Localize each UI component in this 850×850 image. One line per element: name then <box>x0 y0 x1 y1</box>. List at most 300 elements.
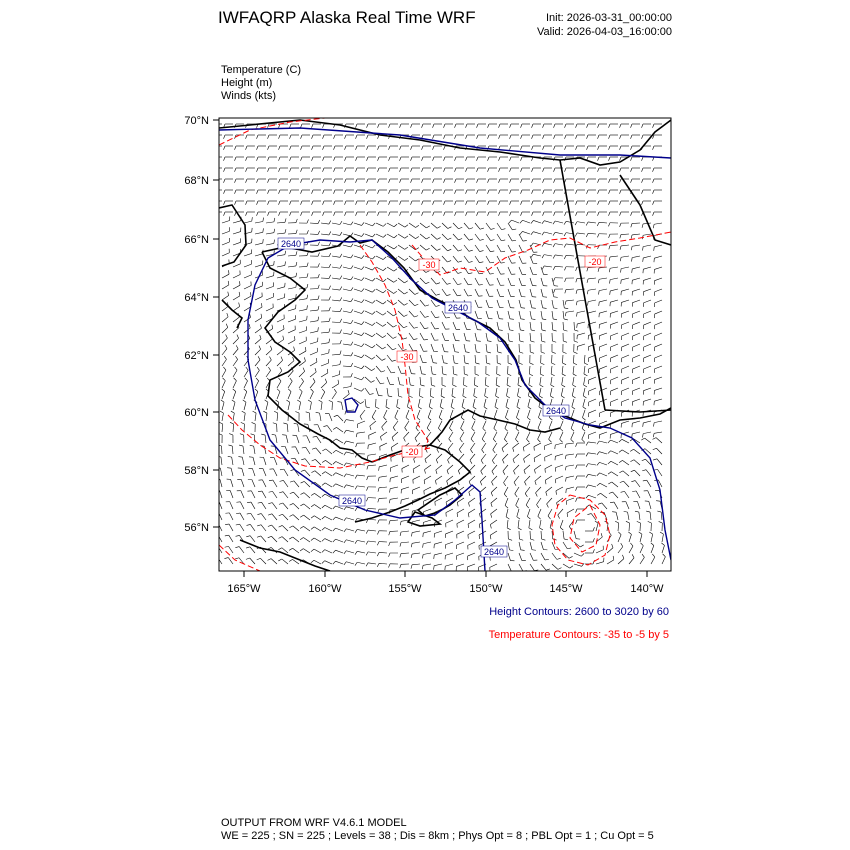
wind-barb-flag <box>506 517 509 519</box>
wind-barb-flag <box>380 383 384 384</box>
wind-barb <box>354 388 361 391</box>
wind-barb <box>365 388 370 395</box>
wind-barb <box>409 377 410 385</box>
wind-barb-flag <box>218 445 222 446</box>
wind-barb <box>354 333 362 336</box>
wind-barb <box>523 443 530 447</box>
wind-barb-flag <box>609 280 610 284</box>
wind-barb <box>583 399 585 407</box>
wind-barb <box>563 542 567 549</box>
wind-barb-flag <box>447 481 448 485</box>
wind-barb-flag <box>356 201 357 205</box>
wind-barb-flag <box>250 445 254 446</box>
wind-barb-flag <box>268 536 272 538</box>
wind-barb-flag <box>351 266 353 269</box>
wind-barb-flag <box>586 464 588 467</box>
wind-barb-flag <box>279 201 280 205</box>
wind-barb-flag <box>576 290 577 294</box>
wind-barb-flag <box>492 460 494 463</box>
wind-barb-flag <box>351 352 353 356</box>
wind-barb-flag <box>631 224 632 228</box>
wind-barb <box>365 355 372 359</box>
wind-barb <box>357 540 365 542</box>
wind-barb <box>525 487 530 493</box>
wind-barb-flag <box>323 190 324 194</box>
wind-barb <box>318 425 321 432</box>
wind-barb <box>310 331 318 333</box>
wind-barb-flag <box>405 428 407 431</box>
wind-barb <box>492 465 497 471</box>
wind-barb <box>616 512 618 520</box>
wind-barb <box>588 278 596 279</box>
wind-barb <box>571 421 574 428</box>
wind-barb-flag <box>463 396 466 398</box>
wind-barb-flag <box>307 219 309 223</box>
wind-barb-flag <box>340 308 342 312</box>
wind-barb <box>600 421 607 424</box>
wind-barb <box>552 300 553 308</box>
wind-barb-flag <box>392 360 396 361</box>
wind-barb <box>654 388 662 390</box>
wind-barb-flag <box>649 532 652 534</box>
wind-barb <box>429 399 431 407</box>
wind-barb-flag <box>505 418 508 421</box>
wind-barb <box>299 330 307 333</box>
wind-barb-flag <box>490 525 491 529</box>
wind-barb <box>534 454 541 458</box>
wind-barb-flag <box>491 514 492 518</box>
wind-barb <box>255 339 261 344</box>
wind-barb-flag <box>257 190 258 194</box>
wind-barb-flag <box>257 179 258 183</box>
wind-barb <box>551 366 552 374</box>
wind-barb-flag <box>505 505 508 508</box>
wind-barb <box>250 536 255 542</box>
wind-barb-flag <box>631 258 632 262</box>
wind-barb-flag <box>351 320 353 323</box>
wind-barb <box>562 355 563 363</box>
wind-barb-flag <box>410 385 414 386</box>
wind-barb-flag <box>429 407 432 409</box>
wind-barb <box>288 381 292 388</box>
wind-barb <box>640 557 644 564</box>
wind-barb-flag <box>567 513 568 517</box>
wind-barb <box>343 322 351 324</box>
wind-barb <box>644 322 651 325</box>
wind-barb-flag <box>506 407 509 409</box>
wind-barb-flag <box>539 407 542 409</box>
wind-barb <box>261 514 266 520</box>
wind-barb <box>442 333 445 340</box>
wind-barb-flag <box>564 539 568 540</box>
wind-barb-flag <box>512 240 516 241</box>
wind-barb <box>464 234 469 240</box>
wind-barb <box>517 509 519 517</box>
wind-barb <box>577 233 585 234</box>
wind-barb <box>574 564 582 566</box>
wind-barb-flag <box>587 124 588 128</box>
wind-barb-flag <box>344 441 346 444</box>
wind-barb-flag <box>377 531 379 535</box>
wind-barb-flag <box>426 237 429 239</box>
wind-barb <box>273 469 277 476</box>
wind-barb-flag <box>587 514 591 515</box>
wind-barb-flag <box>488 190 489 194</box>
wind-barb-flag <box>351 383 352 387</box>
wind-barb-flag <box>263 218 264 222</box>
wind-barb <box>622 460 629 465</box>
wind-barb-flag <box>615 521 619 523</box>
wind-barb <box>425 454 431 459</box>
wind-barb <box>490 531 497 535</box>
lat-label: 66°N <box>184 234 209 246</box>
wind-barb <box>250 524 255 531</box>
wind-barb-flag <box>413 469 414 473</box>
wind-barb <box>506 509 508 517</box>
wind-barb-flag <box>530 352 534 353</box>
wind-barb-flag <box>663 554 666 557</box>
wind-barb-flag <box>213 146 214 150</box>
wind-barb-flag <box>318 296 319 300</box>
wind-barb-flag <box>542 341 546 342</box>
wind-barb <box>519 289 521 297</box>
wind-barb <box>379 487 387 488</box>
temperature-label: -20 <box>588 257 602 267</box>
wind-barb-flag <box>458 284 462 285</box>
wind-barb-flag <box>400 157 401 161</box>
wind-barb-flag <box>229 434 233 435</box>
wind-barb-flag <box>290 212 291 216</box>
wind-barb <box>439 410 442 417</box>
wind-barb <box>299 392 302 399</box>
wind-barb-flag <box>367 168 368 172</box>
wind-barb-flag <box>642 157 643 161</box>
wind-barb-flag <box>597 222 599 226</box>
wind-barb-flag <box>480 482 482 486</box>
wind-barb <box>387 223 394 227</box>
wind-barb <box>445 542 453 545</box>
wind-barb-flag <box>290 492 294 493</box>
wind-barb <box>547 498 552 504</box>
wind-barb-flag <box>422 555 423 559</box>
wind-barb <box>357 529 365 531</box>
wind-barb <box>417 410 420 417</box>
wind-barb-flag <box>455 212 456 216</box>
wind-barb <box>320 413 321 421</box>
wind-barb-flag <box>216 467 220 468</box>
wind-barb <box>310 342 318 344</box>
wind-barb-flag <box>422 146 423 150</box>
wind-barb-flag <box>504 439 507 442</box>
wind-barb-flag <box>329 275 331 279</box>
wind-barb <box>420 278 426 284</box>
wind-barb <box>254 435 255 443</box>
wind-barb-flag <box>437 226 441 228</box>
wind-barb-flag <box>554 135 555 139</box>
wind-barb-flag <box>536 505 538 508</box>
wind-barb <box>431 344 434 351</box>
wind-barb-flag <box>389 157 390 161</box>
wind-barb-flag <box>398 396 402 397</box>
wind-barb-flag <box>279 514 283 516</box>
wind-barb-flag <box>642 179 643 183</box>
wind-barb <box>486 245 490 252</box>
wind-barb <box>655 289 662 292</box>
wind-barb-flag <box>407 407 410 409</box>
wind-barb-flag <box>506 396 509 398</box>
wind-barb <box>527 410 530 418</box>
wind-barb <box>332 234 340 235</box>
wind-barb <box>656 438 662 443</box>
wind-barb <box>299 277 307 278</box>
wind-barb-flag <box>372 312 375 315</box>
wind-barb-flag <box>479 262 483 263</box>
wind-barb-flag <box>515 439 518 442</box>
wind-barb <box>255 349 261 355</box>
wind-barb-flag <box>620 135 621 139</box>
wind-barb <box>475 278 479 285</box>
wind-barb-flag <box>389 190 390 194</box>
wind-barb <box>431 234 437 239</box>
wind-barb-flag <box>442 385 446 386</box>
wind-barb <box>266 339 272 344</box>
wind-barb-flag <box>583 396 586 398</box>
wind-barb-flag <box>468 295 472 296</box>
wind-barb-flag <box>516 505 519 508</box>
wind-barb-flag <box>239 303 240 307</box>
wind-barb-flag <box>402 458 403 462</box>
wind-barb-flag <box>415 270 418 272</box>
wind-barb-flag <box>432 374 436 375</box>
wind-barb <box>530 564 534 571</box>
wind-barb <box>577 244 585 245</box>
wind-barb-flag <box>382 427 384 431</box>
wind-barb-flag <box>246 212 247 216</box>
wind-barb-flag <box>411 146 412 150</box>
wind-barb-flag <box>619 439 622 442</box>
wind-barb-flag <box>404 438 406 442</box>
wind-barb-flag <box>620 212 621 216</box>
wind-barb <box>651 546 654 553</box>
wind-barb-flag <box>247 524 251 525</box>
wind-barb <box>294 492 299 498</box>
wind-barb <box>222 231 230 234</box>
wind-barb-flag <box>543 212 544 216</box>
wind-barb-flag <box>455 352 459 353</box>
wind-barb <box>453 333 456 341</box>
wind-barb <box>654 278 662 281</box>
wind-barb <box>497 289 500 296</box>
wind-barb <box>541 278 543 286</box>
wind-barb-flag <box>378 488 379 492</box>
wind-barb <box>519 256 522 263</box>
wind-barb-flag <box>477 179 478 183</box>
wind-barb-flag <box>282 435 286 436</box>
wind-barb <box>310 310 318 311</box>
wind-barb <box>255 413 256 421</box>
wind-barb-flag <box>361 377 364 380</box>
wind-barb-flag <box>447 283 451 284</box>
wind-barb-flag <box>538 418 541 421</box>
wind-barb-flag <box>372 234 375 237</box>
wind-barb <box>610 267 618 268</box>
wind-barb-flag <box>554 124 555 128</box>
wind-barb <box>401 553 409 554</box>
wind-barb-flag <box>621 280 622 284</box>
wind-barb-flag <box>631 146 632 150</box>
wind-barb-flag <box>598 168 599 172</box>
wind-barb <box>343 267 351 269</box>
wind-barb <box>263 469 266 476</box>
wind-barb-flag <box>305 347 306 351</box>
wind-barb-flag <box>351 244 353 247</box>
wind-barb <box>529 366 530 374</box>
wind-barb-flag <box>618 532 621 535</box>
wind-barb-flag <box>322 483 325 485</box>
wind-barb <box>305 459 310 465</box>
wind-barb <box>573 366 574 374</box>
wind-barb <box>453 289 457 296</box>
wind-barb <box>629 523 630 531</box>
wind-barb <box>497 267 501 274</box>
wind-barb-flag <box>345 411 346 415</box>
wind-barb-flag <box>587 146 588 150</box>
wind-barb <box>654 432 662 433</box>
wind-barb-flag <box>356 443 357 447</box>
wind-barb <box>541 531 542 539</box>
wind-barb-flag <box>383 290 386 293</box>
wind-barb <box>277 381 281 388</box>
wind-barb-flag <box>653 168 654 172</box>
wind-barb-flag <box>394 224 397 227</box>
wind-barb-flag <box>383 235 386 238</box>
wind-barb-flag <box>426 248 430 250</box>
wind-barb-flag <box>333 561 336 564</box>
wind-barb <box>632 399 640 402</box>
wind-barb <box>222 424 223 432</box>
wind-barb-flag <box>508 539 512 540</box>
wind-barb-flag <box>448 227 452 229</box>
wind-barb-flag <box>433 146 434 150</box>
wind-barb-flag <box>236 535 240 536</box>
lat-label: 70°N <box>184 115 209 127</box>
wind-barb <box>244 317 251 322</box>
wind-barb-flag <box>561 396 564 398</box>
wind-barb-flag <box>610 502 614 503</box>
wind-barb-flag <box>521 201 522 205</box>
wind-barb <box>402 476 409 479</box>
wind-barb-flag <box>521 190 522 194</box>
wind-barb <box>341 402 343 410</box>
wind-barb <box>610 300 618 302</box>
wind-barb-flag <box>508 363 512 364</box>
wind-barb <box>376 223 383 226</box>
wind-barb-flag <box>247 513 251 514</box>
lon-label: 145°W <box>549 583 583 595</box>
wind-barb-flag <box>612 512 616 513</box>
wind-barb <box>632 432 640 434</box>
wind-barb <box>633 344 640 347</box>
wind-barb <box>560 421 563 428</box>
wind-barb <box>283 480 288 487</box>
wind-barb-flag <box>501 251 505 252</box>
wind-barb <box>346 518 354 520</box>
wind-barb-flag <box>551 374 555 376</box>
wind-barb-flag <box>458 250 462 251</box>
wind-barb <box>420 322 424 329</box>
wind-barb-flag <box>418 407 421 409</box>
wind-barb <box>398 344 403 350</box>
wind-barb <box>607 560 614 564</box>
wind-barb <box>442 344 444 352</box>
wind-barb <box>387 245 394 249</box>
wind-barb-flag <box>355 529 357 532</box>
wind-barb-flag <box>485 396 488 398</box>
wind-barb-flag <box>301 146 302 150</box>
wind-barb-flag <box>377 542 379 546</box>
wind-barb <box>475 355 476 363</box>
wind-barb <box>549 432 552 439</box>
wind-barb-flag <box>219 422 223 424</box>
wind-barb <box>456 564 464 566</box>
wind-barb-flag <box>466 190 467 194</box>
wind-barb <box>431 278 436 284</box>
wind-barb-flag <box>294 336 295 340</box>
wind-barb-flag <box>372 417 375 420</box>
wind-barb <box>508 223 512 230</box>
wind-barb-flag <box>480 228 484 229</box>
model-info: OUTPUT FROM WRF V4.6.1 MODEL <box>221 817 407 829</box>
wind-barb-flag <box>334 190 335 194</box>
wind-barb-flag <box>534 458 535 462</box>
wind-barb-flag <box>620 223 621 227</box>
wind-barb <box>440 399 442 407</box>
wind-barb-flag <box>545 559 549 560</box>
wind-barb <box>453 234 458 240</box>
wind-barb <box>343 300 351 302</box>
wind-barb-flag <box>214 557 218 558</box>
wind-barb <box>508 256 512 263</box>
wind-barb <box>529 377 530 385</box>
wind-barb <box>266 222 274 223</box>
wind-barb-flag <box>340 297 342 301</box>
wind-barb-flag <box>521 168 522 172</box>
wind-barb-flag <box>279 168 280 172</box>
wind-barb <box>321 353 329 355</box>
wind-barb <box>379 552 387 553</box>
wind-barb-flag <box>631 124 632 128</box>
wind-barb-flag <box>597 493 600 495</box>
wind-barb <box>336 427 343 432</box>
wind-barb-flag <box>323 124 324 128</box>
wind-barb <box>530 278 533 286</box>
wind-barb <box>448 443 453 449</box>
wind-barb-flag <box>289 515 293 517</box>
wind-barb <box>491 498 497 503</box>
wind-barb-flag <box>469 239 473 240</box>
wind-barb-flag <box>273 423 277 424</box>
wind-barb-flag <box>512 229 516 230</box>
wind-barb <box>424 476 431 480</box>
wind-barb <box>343 333 351 334</box>
wind-barb-flag <box>586 485 588 488</box>
wind-barb <box>548 509 552 516</box>
wind-barb-flag <box>344 529 346 532</box>
wind-barb-flag <box>224 168 225 172</box>
wind-barb <box>555 443 563 445</box>
wind-barb <box>332 354 340 355</box>
wind-barb-flag <box>619 471 623 473</box>
